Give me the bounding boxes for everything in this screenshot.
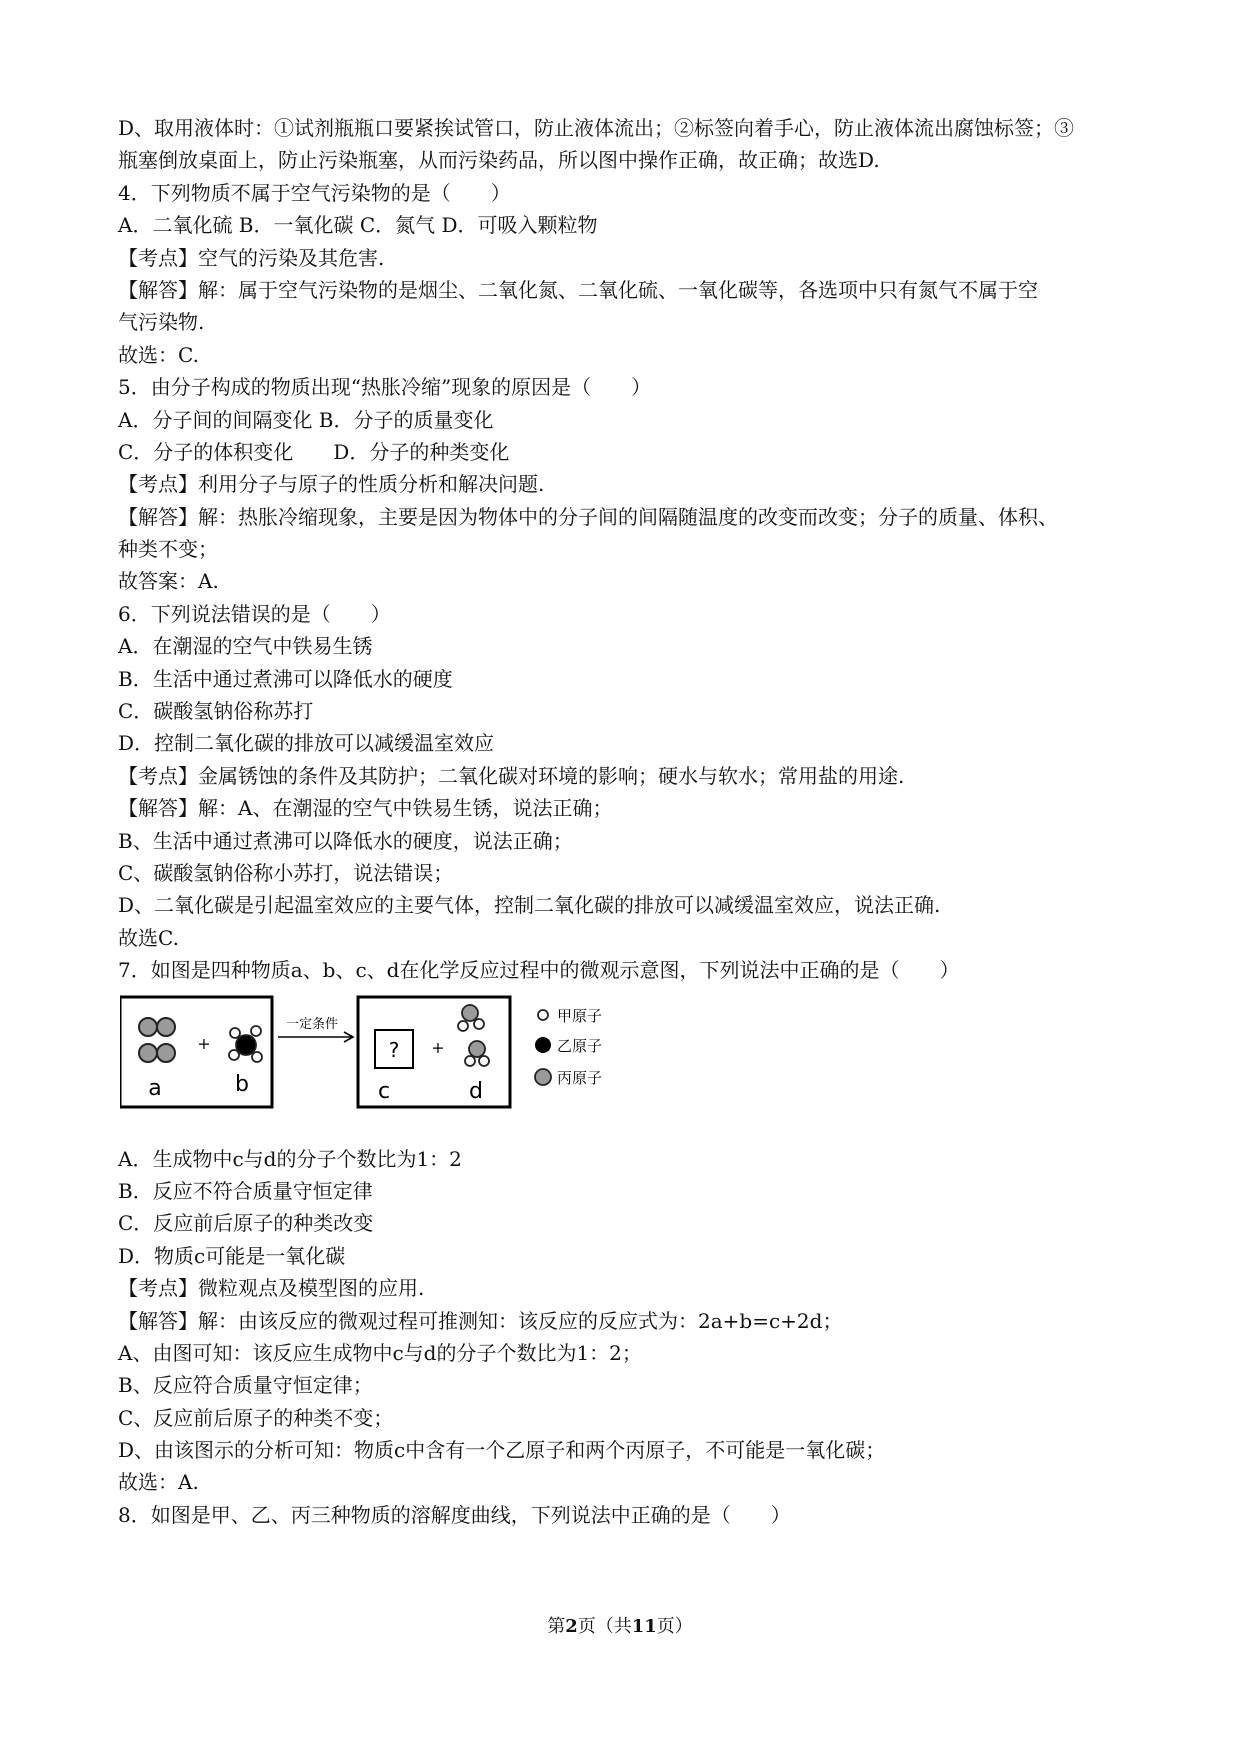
legend-label-jia: 甲原子 xyxy=(557,1006,603,1025)
unknown-molecule: ? xyxy=(388,1037,400,1062)
text-line: 种类不变； xyxy=(118,537,218,562)
molecule-d xyxy=(458,1005,489,1066)
text-line: 【解答】解：A、在潮湿的空气中铁易生锈，说法正确； xyxy=(118,796,613,821)
footer-prefix: 第 xyxy=(547,1616,566,1637)
text-line: 故选：A. xyxy=(118,1470,199,1495)
arrow-condition-text: 一定条件 xyxy=(285,1016,339,1032)
text-block-bottom xyxy=(118,1143,1128,1532)
text-line: 【考点】空气的污染及其危害. xyxy=(118,245,385,270)
text-line: D、二氧化碳是引起温室效应的主要气体，控制二氧化碳的排放可以减缓温室效应，说法正确. xyxy=(118,893,941,918)
text-line: 6．下列说法错误的是（ ） xyxy=(118,601,391,626)
text-line: D．控制二氧化碳的排放可以减缓温室效应 xyxy=(118,731,495,756)
text-line: 【解答】解：属于空气污染物的是烟尘、二氧化氮、二氧化硫、一氧化碳等，各选项中只有氮气不属于空 xyxy=(118,277,1038,302)
text-line: C．分子的体积变化 D．分子的种类变化 xyxy=(118,439,510,464)
text-line: A．分子间的间隔变化 B．分子的质量变化 xyxy=(118,407,494,432)
text-line: 4．下列物质不属于空气污染物的是（ ） xyxy=(118,180,511,205)
footer-page-number: 2 xyxy=(565,1616,578,1637)
text-line: 5．由分子构成的物质出现“热胀冷缩”现象的原因是（ ） xyxy=(118,375,652,400)
text-line: D、取用液体时：①试剂瓶瓶口要紧挨试管口，防止液体流出；②标签向着手心，防止液体流出腐蚀标签；③ xyxy=(118,116,1075,140)
reaction-diagram xyxy=(118,991,1128,1141)
text-line: C、反应前后原子的种类不变； xyxy=(118,1405,394,1430)
text-line: B、生活中通过煮沸可以降低水的硬度，说法正确； xyxy=(118,828,573,853)
text-line: 瓶塞倒放桌面上，防止污染瓶塞，从而污染药品，所以图中操作正确，故正确；故选D. xyxy=(118,148,880,173)
label-d: d xyxy=(469,1078,483,1104)
legend-atom-bing xyxy=(535,1069,551,1085)
text-line: D．物质c可能是一氧化碳 xyxy=(118,1243,346,1268)
text-line: A．生成物中c与d的分子个数比为1：2 xyxy=(118,1146,462,1171)
text-block-top xyxy=(118,112,1128,987)
text-line: A．在潮湿的空气中铁易生锈 xyxy=(118,634,373,659)
plus-sign-right: + xyxy=(431,1037,445,1057)
legend-atom-yi xyxy=(535,1037,551,1053)
text-line: 【考点】利用分子与原子的性质分析和解决问题. xyxy=(118,472,545,497)
label-c: c xyxy=(377,1078,391,1104)
text-line: C．反应前后原子的种类改变 xyxy=(118,1211,374,1236)
text-line: 【考点】金属锈蚀的条件及其防护；二氧化碳对环境的影响；硬水与软水；常用盐的用途. xyxy=(118,763,905,788)
molecule-b xyxy=(229,1026,262,1062)
text-line: D、由该图示的分析可知：物质c中含有一个乙原子和两个丙原子，不可能是一氧化碳； xyxy=(118,1438,886,1463)
text-line: 【考点】微粒观点及模型图的应用. xyxy=(118,1276,425,1301)
reaction-diagram-svg xyxy=(120,995,720,1120)
document-body xyxy=(118,112,1128,1531)
legend-atom-jia xyxy=(538,1010,548,1020)
text-line: 【解答】解：热胀冷缩现象，主要是因为物体中的分子间的间隔随温度的改变而改变；分子的质量、体积、 xyxy=(118,504,1058,529)
text-line: B．生活中通过煮沸可以降低水的硬度 xyxy=(118,666,453,691)
page-footer xyxy=(0,1612,1240,1638)
diagram-legend xyxy=(535,1007,602,1087)
text-line: 【解答】解：由该反应的微观过程可推测知：该反应的反应式为：2a+b=c+2d； xyxy=(118,1308,843,1333)
text-line: 故答案：A. xyxy=(118,569,219,594)
footer-total-pages: 11 xyxy=(631,1616,657,1637)
text-line: B．反应不符合质量守恒定律 xyxy=(118,1178,373,1203)
text-line: 故选C. xyxy=(118,925,179,950)
text-line: A．二氧化硫 B．一氧化碳 C．氮气 D．可吸入颗粒物 xyxy=(118,213,598,238)
text-line: 8．如图是甲、乙、丙三种物质的溶解度曲线，下列说法中正确的是（ ） xyxy=(118,1502,791,1527)
text-line: C．碳酸氢钠俗称苏打 xyxy=(118,699,314,724)
text-line: 故选：C. xyxy=(118,342,199,367)
plus-sign-left: + xyxy=(197,1033,211,1053)
molecule-a xyxy=(139,1018,175,1062)
label-a: a xyxy=(148,1075,162,1101)
legend-label-bing: 丙原子 xyxy=(557,1068,603,1087)
footer-suffix: 页） xyxy=(656,1616,693,1637)
text-line: B、反应符合质量守恒定律； xyxy=(118,1373,373,1398)
footer-middle: 页（共 xyxy=(577,1616,632,1637)
text-line: 7．如图是四种物质a、b、c、d在化学反应过程中的微观示意图，下列说法中正确的是（ ） xyxy=(118,958,960,983)
legend-label-yi: 乙原子 xyxy=(557,1036,603,1055)
text-line: 气污染物. xyxy=(118,310,205,335)
text-line: A、由图可知：该反应生成物中c与d的分子个数比为1：2； xyxy=(118,1340,642,1365)
label-b: b xyxy=(235,1071,249,1097)
text-line: C、碳酸氢钠俗称小苏打，说法错误； xyxy=(118,860,454,885)
